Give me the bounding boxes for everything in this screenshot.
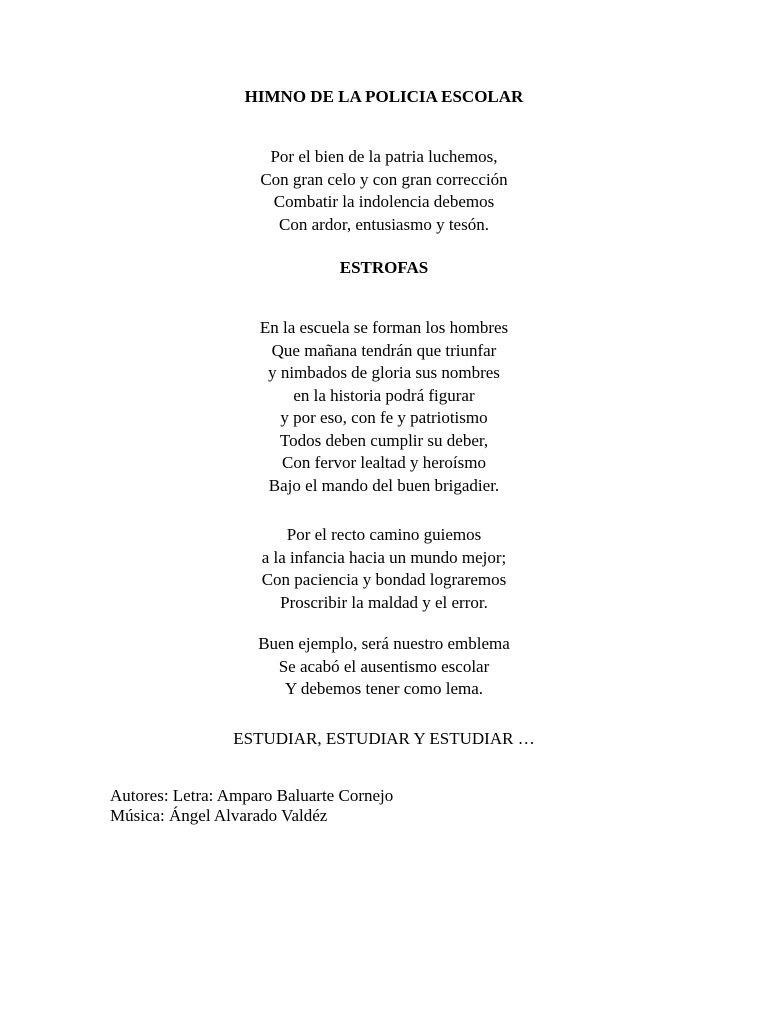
stanza-line: Con paciencia y bondad lograremos (261, 570, 507, 589)
stanza-line: y nimbados de gloria sus nombres (268, 363, 500, 382)
stanza-line: Proscribir la maldad y el error. (280, 592, 488, 612)
closing-text: ESTUDIAR, ESTUDIAR Y ESTUDIAR … (233, 729, 535, 748)
title-text: HIMNO DE LA POLICIA ESCOLAR (244, 87, 524, 106)
stanza-line: Por el recto camino guiemos (286, 525, 482, 544)
chorus-line: Con ardor, entusiasmo y tesón. (279, 214, 489, 234)
stanza-line: en la historia podrá figurar (293, 385, 475, 405)
stanza-1 (0, 317, 768, 497)
stanza-line: Buen ejemplo, será nuestro emblema (258, 634, 510, 653)
section-heading (0, 257, 768, 280)
stanza-2 (0, 524, 768, 614)
section-heading-text: ESTROFAS (339, 258, 429, 277)
stanza-line: Que mañana tendrán que triunfar (271, 340, 497, 360)
credits-music: Música: Ángel Alvarado Valdéz (110, 806, 328, 825)
credits-block (110, 786, 710, 826)
stanza-line: Bajo el mando del buen brigadier. (268, 475, 500, 495)
stanza-line: y por eso, con fe y patriotismo (280, 408, 488, 427)
chorus-line: Con gran celo y con gran corrección (260, 169, 508, 189)
page-title (0, 86, 768, 109)
closing-line (0, 728, 768, 751)
stanza-line: En la escuela se forman los hombres (259, 318, 509, 337)
stanza-line: Todos deben cumplir su deber, (279, 430, 489, 450)
stanza-line: Se acabó el ausentismo escolar (278, 656, 490, 676)
chorus-line: Por el bien de la patria luchemos, (270, 147, 498, 166)
chorus-block (0, 146, 768, 236)
stanza-line: Con fervor lealtad y heroísmo (282, 453, 486, 472)
credits-lyrics: Autores: Letra: Amparo Baluarte Cornejo (110, 786, 394, 805)
stanza-3 (0, 633, 768, 701)
chorus-line: Combatir la indolencia debemos (273, 192, 495, 211)
stanza-line: a la infancia hacia un mundo mejor; (261, 547, 507, 567)
stanza-line: Y debemos tener como lema. (284, 679, 484, 698)
